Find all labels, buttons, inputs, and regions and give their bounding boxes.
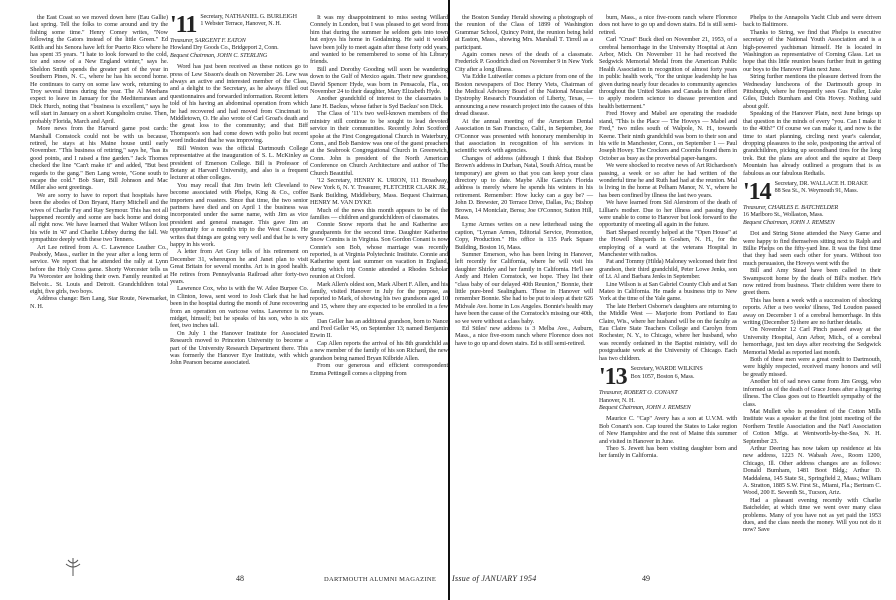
column-6 [743, 14, 881, 534]
paragraph: Carl "Crust" Buck died on November 21, 1953, of a cerebral hemorrhage in the University Hospital at Ann Arbor, Mich. On November 11 he had received the Sedgwick Memorial Medal from the American Public Health Association in recognition of almost forty years in public health work, "for the unique leadership he has given during nearly four decades to community agencies throughout the United States and Canada in their effort to apply modern science to disease prevention and health betterment." [599, 36, 737, 110]
paragraph: Another grandchild of interest to the classmates is Jane H. Backus, whose father is Syd Backus' son Dick. [310, 95, 448, 110]
bequest-chairman: Bequest Chairman, JOHN J. REMSEN [599, 404, 691, 411]
paragraph: Thanks to String, we find that Phelps is executive secretary of the National Youth Association and is a high-powered yachtsman himself. He is located in Washington as representative of Corning Glass. Let us hope that this little reunion bears further fruit in getting our boys to the Hanover Plain next June. [743, 28, 881, 73]
paragraph: On November 12 Carl Pinch passed away at the University Hospital, Ann Arbor, Mich., of a cerebral hemorrhage, just ten days after receiving the Sedgwick Memorial Medal as reported last month. [743, 326, 881, 356]
paragraph: We were shocked to receive news of Art Richardson's passing, a week or so after he had written of the wonderful time he and Ruth had had at the reunion. Mal is living in the home at Pelham Manor, N. Y., where he has been confined by illness the last two years. [599, 162, 737, 199]
magazine-title-footer: DARTMOUTH ALUMNI MAGAZINE [324, 576, 437, 583]
paragraph: '12 Secretary, HENRY K. URION, 111 Broadway, New York 6, N. Y. Treasurer, FLETCHER CLARK JR., Bank Building, Middlebury, Mass. Bequest Chairman, HENRY M. VAN DYKE [310, 176, 448, 207]
paragraph: Another bit of sad news came from Jim Gregg, who informed us of the death of Grace Jones after a lingering illness. The Class goes out to Heartfelt sympathy of the class. [743, 378, 881, 408]
paragraph: Theo S. Jewett has been visiting daughter born and her family in California. [599, 444, 737, 460]
paragraph: From our generous and efficient correspondent Emma Pettingell comes a clipping from [310, 362, 448, 377]
bequest-chairman: Bequest Chairman, JOHN C. STERLING [170, 52, 268, 59]
class-11-header [170, 14, 308, 36]
column-3 [310, 14, 448, 377]
paragraph: Lawrence Cox, who is with the W. Atlee Burpee Co. in Clinton, Iowa, sent word to Josh Clark that he had been in the hospital during the month of June recovering from an operation on varicose veins. Lawrence is no midget, himself; but he speaks of his son, who is six feet, two inches tall. [170, 285, 308, 330]
paragraph: Word has just been received as these notices go to press of Lew Sisson's death on November 26. Lew was always an active and interested member of the Class, and a delight to the Secretary, as he always filled out questionnaires and forwarded information. Recent letters told of his having an abdominal operation from which he had recovered and had moved from Cincinnati to Middletown, O. He also wrote of Carl Groat's death and the great loss to the community; and that Biff Thompson's son had come down with polio but recent word indicated that he was improving. [170, 63, 308, 145]
paragraph: Both of these men were a great credit to Dartmouth, were highly respected, received many honors and will be greatly missed. [743, 356, 881, 378]
secretary-address: 88 Sea St., N. Weymouth 91, Mass. [774, 188, 858, 195]
paragraph: String further mentions the pleasure derived from the Wednesday luncheons of the Dartmouth group in Pittsburgh, where he frequently sees Gus Fuller, Luke Giles, Dutch Burnham and Otis Hovey. Nothing said about golf. [743, 73, 881, 110]
paragraph: Connie Snow reports that he and Katherine are grandparents for the second time. Daughter Katherine Snow Comins is in Virginia. Son Gordon Conant is now Connie's son Bob, whose marriage was recently reported, is at Virginia Polytechnic Institute. Connie and Katherine spent last summer on vacation in England, during which trip Connie attended a Rhodes Scholar reunion at Oxford. [310, 221, 448, 281]
paragraph: Mat Mullett who is president of the Cotton Mills Institute was a speaker at the first joint meeting of the Northern Textile Association and the Nat'l Association of Cotton Mfgs. at Wentworth-by-the-Sea, N. H. September 23. [743, 407, 881, 445]
paragraph: Again comes news of the death of a classmate. Frederick P. Goodrich died on November 9 in New York City after a long illness. [455, 51, 593, 73]
column-5 [599, 14, 737, 460]
secretary-address: Box 1057, Boston 6, Mass. [630, 373, 695, 380]
column-1 [30, 14, 168, 310]
column-4 [455, 14, 593, 347]
paragraph: Lyme Armes writes on a new letterhead using the caption, "Lyman Armes, Editorial Service, Promotion, Copy, Production." His office is 135 Park Square Building, Boston 16, Mass. [455, 221, 593, 251]
paragraph: More news from the Harvard game post cards: Marshall Comstock could not be with us because, retired, he stays at his Maine house until early November. "This business of retiring," says he, "has its good points, and I raised a fine garden." Jack Thomes checked the line "Can't make it" and added, "But best regards to the gang." Ben Lang wrote, "Gone south to escape the cold." Bob Starr, Bill Johnson and Mac Miller also sent greetings. [30, 125, 168, 192]
paragraph: A letter from Art Gray tells of his retirement on December 31, whereupon he and Janet plan to visit Great Britain for several months. Art is in good health. He retires from Pennsylvania Railroad after forty-two years. [170, 248, 308, 285]
paragraph: Pat and Tommy (Hilda) Maloney welcomed their first grandson, their third grandchild, Peter Lowe Jenks, son of Lt. Al and Barbara Jenks in September. [599, 258, 737, 281]
paragraph: Maurice C. "Cap" Avery has a son at U.V.M. with Bob Conant's son. Cap toured the States to Lake region of New Hampshire and the rest of Maine this summer and visited in Hanover in June. [599, 415, 737, 445]
class-header [743, 178, 881, 205]
page-gutter-divider [448, 0, 450, 600]
paragraph: Bart Shepard recently helped at the "Open House" at the Howell Shepards in Goshen, N. H., for the employing of a ward at the veterans Hospital in Manchester with radios. [599, 228, 737, 258]
secretary: Secretary, DR. WALLACE H. DRAKE [774, 180, 868, 187]
secretary: Secretary, WARDE WILKINS [630, 366, 703, 373]
paragraph: The Class of '11's two well-known members of the ministry still continue to be sought to lead devoted service in their communities. Recently John Scotford spoke at the First Congregational Church in Waterbury, Conn., and Bob Barstow was one of the guest preachers at the Seabrook Congregational Church in Greenwich, Conn. John is president of the North American Conference on Church Architecture and author of The Church Beautiful. [310, 110, 448, 177]
paragraph: the Boston Sunday Herald showing a photograph of the reunion of the Class of 1899 of Washington Grammar School, Quincy Point, the reunion being held at Easton, Mass., showing Mrs. Marshall T. Tirrell as a participant. [455, 14, 593, 51]
treasurer-address: 16 Marlboro St., Wollaston, Mass. [743, 212, 824, 219]
page-number-left: 48 [236, 574, 244, 583]
printer-ornament-icon [62, 556, 84, 578]
paragraph: Mark Allen's oldest son, Mark Albert F. Allen, and his family, visited Hanover in July for the purpose, as reported to Mark, of showing his two grandsons aged 10 and 15, where they are expected to be enrolled in a few years. [310, 280, 448, 318]
paragraph: We are sorry to have to report that hospitals have been the abodes of Don Bryant, Harry Mitchell and the wives of Charlie Fay and Ray Seymour. This has not all happened recently and some are back home and doing all right now. We have learned that Walter Wilson lost his wife in '47 and Charlie Libbey during the fall. We sympathize deeply with these two Tenners. [30, 191, 168, 244]
treasurer: Treasurer, CHARLES E. BATCHELDER [743, 204, 839, 211]
class-numeral: '13 [599, 364, 627, 391]
paragraph: It was my disappointment to miss seeing Willard Connely in London, but I was pleased to get word from him that during the summer he seldom gets into town but enjoys his home in Godalming. He said it would have been jolly to meet again after these forty odd years, and wanted to be remembered to some of his Library friends. [310, 14, 448, 66]
paragraph: Much of the news this month appears to be of the families — children and grandchildren of classmates. [310, 206, 448, 221]
treasurer-address: Hanover, N. H. [599, 397, 635, 404]
paragraph: Dan Geller has an additional grandson, born to Nance and Fred Geller '45, on September 13; named Benjamin Erwin II. [310, 317, 448, 340]
class-numeral: '14 [743, 178, 771, 205]
paragraph: burn, Mass., a nice five-room ranch where Florence does not have to go up and down stairs. Ed is still semi-retired. [599, 14, 737, 36]
paragraph: Bill and Amy Stead have been called in their Swampscott home by the death of Bill's mother. He's now retired from business. Their children were there to greet them. [743, 267, 881, 297]
paragraph: This has been a week with a succession of shocking reports. After a two weeks' illness, Ted Loudon passed away on December 1 of a cerebral hemorrhage. In this writing (December 5) there are no further details. [743, 296, 881, 327]
paragraph: At the annual meeting of the American Dental Association in San Francisco, Calif., in September, Joe O'Connor was presented with honorary membership in that association in recognition of his services in scientific work with agencies. [455, 117, 593, 155]
paragraph: The late Herbert Osborne's daughters are returning to the Middle West — Marjorie from Portland to Eau Claire, Wis., where her husband will be on the faculty as Eau Claire State Teachers College and Carolyn from Rochester, N. Y., to Chicago, where her husband, who was recently ordained in the Baptist ministry, will do postgraduate work at the University of Chicago. Each has two children. [599, 302, 737, 362]
paragraph: Sumner Emerson, who has been living in Hanover, left recently for California, where he will visit his daughter Shirley and her family in California. He'll see Andy and Helen Comstock, we hope. They list their "class baby of our delayed 40th Reunion," Bonnie, their little pure-bred Sealingham. Those in Hanover will remember Bonnie. She had to be put to sleep at their 626 Midvale Ave. home in Los Angeles. Bonnie's health may have been the cause of the Comstock's missing our 40th, so we were without a class baby. [455, 251, 593, 325]
paragraph: Bill Weston was the official Dartmouth College representative at the inauguration of S. L. McKinley as president of Emerson College. Bill is Professor of Botany at Harvard University, and also is a frequent lecturer at other colleges. [170, 144, 308, 182]
class-header [599, 364, 737, 391]
column-2 [170, 14, 308, 367]
secretary-address: 1 Webster Terrace, Hanover, N. H. [200, 21, 282, 28]
treasurer: Treasurer, ROBERT O. CONANT [599, 390, 678, 397]
paragraph: Arthur Deering has now taken up residence at his new address, 1223 N. Wabash Ave., Room 1200, Chicago, Ill. Other address changes are as follows: Donald Burnham, 1481 Boot Bldg.; Arthur D. Maddalena, 145 State St., Springfield 2, Mass.; William A. Stratton, 1885 S.W. First St., Miami, Fla.; Bertram C. Wood, 200 E. Seventh St., Tucson, Ariz. [743, 444, 881, 497]
paragraph: Ed Stiles' new address is 3 Melba Ave., Auburn, Mass., a nice five-room ranch where Florence does not have to go up and down stairs. Ed is still semi-retired. [455, 325, 593, 347]
paragraph: Had a pleasant evening recently with Charlie Batchelder, at which time we went over many class problems. Many of you have not as yet paid the 1953 dues, and the class needs the money. Will you not do it now? Save [743, 496, 881, 534]
page-number-right: 49 [642, 574, 650, 583]
paragraph: Fred Hovey and Mabel are operating the roadside stand, "This is the Place — The Hoveys — Mabel and Fred," two miles south of Walpole, N. H., towards Keene. Their ninth grandchild was born to their son and his wife in Manchester, Conn., on September 1 — Paul Joseph Hovey. The Crockers and Coombs found them in October as busy as the proverbial paper-hangers. [599, 110, 737, 162]
paragraph: Phelps to the Annapolis Yacht Club and were driven back to Baltimore. [743, 14, 881, 29]
paragraph: Changes of address (although I think that Bishop Brown's address in Durban, Natal, South Africa, must be temporary) are given so that you can keep your class directory up to date. Maybe Allie Garcia's Florida address is merely where he spends his winters in his retirement. Remember: How lucky can a guy be? — John D. Brewster, 20 Terrace Drive, Dallas, Pa.; Bishop Brown, 14 Montclair, Berea; Joe O'Connor, Sutton Hill, Mass. [455, 154, 593, 221]
paragraph: the East Coast so we moved down here (Eau Gallie) last spring. Tell the folks to come around and try the fishing some time." Henry Comey writes, "Now following the Gators instead of the little Green." Ed Keith and his Senora have left for Puerto Rico where he has spent 35 years. "I hate to look forward to the cold, ice and snow of a New England winter," says he. Sheldon Smith spends the greater part of the year in Southern Pines, N. C., where he has his second home. He continues to carry on some law work, returning to Troy several times during the year. The Al Meehans expect to leave in January for the Mediterranean and Dick Hurch, noting that "business is excellent," says he will start in January on a short Kungsholm cruise. Then, probably Florida, March and April. [30, 14, 168, 125]
treasurer-address: Howland Dry Goods Co., Bridgeport 2, Conn. [170, 45, 279, 52]
issue-date-footer: Issue of JANUARY 1954 [452, 574, 537, 583]
class-numeral: '11 [170, 12, 197, 38]
paragraph: Line Wilson is at San Gabriel County Club and at San Mateo in California. He made a business trip to New York at the time of the Yale game. [599, 280, 737, 303]
paragraph: Bill and Dorothy Gooding will soon be wandering down to the Gulf of Mexico again. Their new grandson, David Spencer Hyde, was born in Pensacola, Fla., on November 24 to their daughter, Mary Elizabeth Hyde. [310, 65, 448, 96]
secretary: Secretary, NATHANIEL G. BURLEIGH [200, 14, 297, 20]
paragraph: Address change: Ben Lang, Star Route, Newmarket, N. H. [30, 295, 168, 310]
paragraph: Speaking of the Hanover Plain, next June brings up that question in the minds of every "you. Can I make it to the 40th?" Of course we can make it, and now is the time to start planning, circling next year's calendar, dropping pleasures to the sole, postponing the arrival of grandchildren, picking up secondhand tires for the long trek. But the plans are afoot and the squire at Deep Mountain has already outlined a program that is as fabulous as our fabulous Redtails. [743, 110, 881, 177]
paragraph: Art Lee retired from A. C. Lawrence Leather Co., Peabody, Mass., earlier in the year after a long term of service. We report that he attended the rally at Lynn before the Holy Cross game. Shorty Worcester tells us Pa Worcester are holding their own. Family reunited at Belvoir... St. Louis and Detroit. Grandchildren total eight, five girls, two boys. [30, 243, 168, 296]
paragraph: Dot and String Stone attended the Navy Game and were happy to find themselves sitting next to Ralph and Billie Phelps on the fifty-yard line. It was the first time that they had seen each other for years. Without too much persuasion, the Hoveys went with the [743, 230, 881, 267]
bequest-chairman: Bequest Chairman, JOHN J. REMSEN [743, 219, 835, 226]
paragraph: Cap Allen reports the arrival of his 8th grandchild as a new member of the family of his son Richard, the new grandson being named Bryan Kilbride Allen. [310, 339, 448, 362]
paragraph: We have learned from Sid Alerstrom of the death of Lillian's mother. Due to her illness and passing they were unable to come to Hanover but look forward to the opportunity of meeting all again in the future. [599, 199, 737, 229]
paragraph: On July 1 the Hanover Institute for Associated Research moved to Princeton University to become a part of the University Research Department there. This was formerly the Hanover Eye Institute, with which John Pearson became associated. [170, 329, 308, 367]
paragraph: You may recall that Jim Irwin left Cleveland to become associated with Phelps, King & Co., coffee importers and roasters. Since that time, the two senior partners have died and on April 1 the business was incorporated under the same name, with Jim as vice president and general manager. This gave Jim an opportunity for a month's trip to the West Coast. He writes that things are going very well and that he is very happy in his work. [170, 181, 308, 248]
treasurer: Treasurer, SARGENT F. EATON [170, 38, 246, 44]
paragraph: Via Eddie Luitweiler comes a picture from one of the Boston newspapers of Doc Henry Viets, Chairman of the Medical Advisory Board of the National Muscular Dystrophy Research Foundation of Liberty, Texas, — announcing a new research project into the causes of this dread disease. [455, 73, 593, 118]
